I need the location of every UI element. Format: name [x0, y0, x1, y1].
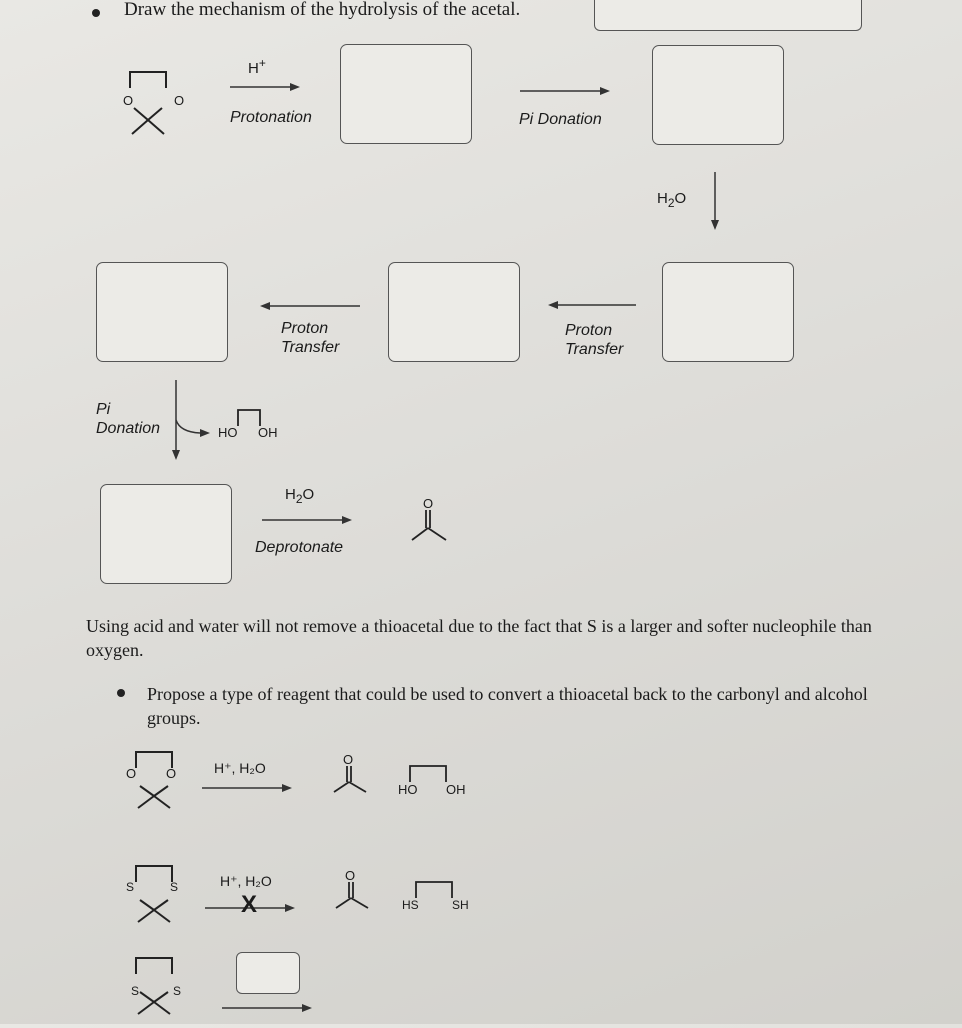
thioacetal-1-s-right: S [170, 880, 179, 894]
diol-oh-1: OH [258, 425, 278, 440]
question-reagent: Propose a type of reagent that could be used to convert a thioacetal back to the carbonyl and alcohol groups. [147, 684, 868, 728]
acetone-o-1: O [423, 496, 434, 511]
reagent-acid-water-1: H⁺, H₂O [214, 760, 266, 776]
arrow-reaction-3 [222, 1003, 312, 1013]
answer-box-3[interactable] [662, 262, 794, 362]
acetone-o-2: O [343, 752, 354, 767]
atom-o-left: O [123, 93, 134, 108]
arrow-water-down [710, 172, 720, 232]
arrow-protonation [230, 82, 300, 92]
acetone-o-3: O [345, 868, 356, 883]
answer-input-reagent[interactable] [236, 952, 300, 994]
label-pi-donation: Pi Donation [519, 111, 602, 128]
diol-ho-2: HO [398, 782, 418, 797]
arrow-pi-donation-down [170, 380, 220, 460]
bullet-2 [117, 689, 125, 697]
arrow-reaction-1 [202, 783, 292, 793]
reagent-water-2: $H_2O$ [285, 486, 315, 506]
label-protonation: Protonation [230, 109, 312, 126]
thioacetal-1-s-left: S [126, 880, 135, 894]
question-heading: Draw the mechanism of the hydrolysis of the acetal. [124, 0, 521, 20]
reagent-h-plus: H+ [248, 56, 266, 77]
atom-o-right: O [174, 93, 185, 108]
answer-box-4[interactable] [388, 262, 520, 362]
thioacetal-2-s-left: S [131, 984, 140, 998]
acetal-2-o-right: O [166, 766, 177, 781]
dithiol-hs: HS [402, 898, 419, 912]
diol-ho-1: HO [218, 425, 238, 440]
label-pi-donation-2: Pi Donation [96, 401, 161, 437]
answer-input-box[interactable] [594, 0, 862, 31]
thioacetal-explanation: Using acid and water will not remove a thioacetal due to the fact that S is a larger and softer nucleophile than oxygen. [86, 616, 872, 660]
acetal-structure-2 [124, 742, 194, 822]
answer-box-6[interactable] [100, 484, 232, 584]
diol-oh-2: OH [446, 782, 466, 797]
dithiol-sh: SH [452, 898, 469, 912]
acetal-2-o-left: O [126, 766, 137, 781]
answer-box-1[interactable] [340, 44, 472, 144]
label-proton-transfer-1: Proton Transfer [565, 322, 624, 358]
arrow-pi-donation [520, 86, 610, 96]
arrow-deprotonate [262, 515, 352, 525]
thioacetal-structure-1 [124, 856, 194, 936]
arrow-proton-transfer-1 [548, 300, 636, 310]
reagent-acid-water-2: H⁺, H₂O [220, 873, 272, 889]
reagent-water-1: $H_2O$ [657, 190, 687, 210]
label-deprotonate: Deprotonate [255, 539, 344, 556]
thioacetal-2-s-right: S [173, 984, 182, 998]
bullet-1 [92, 9, 100, 17]
answer-box-2[interactable] [652, 45, 784, 145]
arrow-proton-transfer-2 [260, 301, 360, 311]
reaction-blocked-x: X [241, 891, 258, 918]
label-proton-transfer-2: Proton Transfer [281, 320, 340, 356]
answer-box-5[interactable] [96, 262, 228, 362]
